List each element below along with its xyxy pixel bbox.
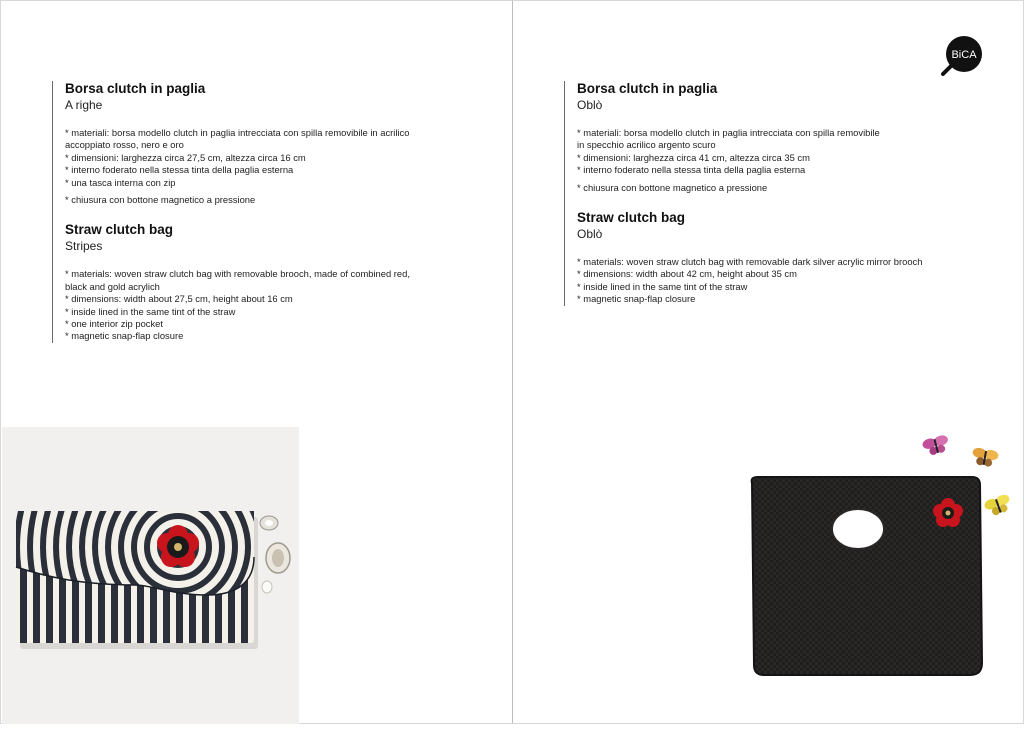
spec-line: * inside lined in the same tint of the straw	[577, 280, 748, 292]
shells-decoration	[260, 516, 290, 593]
product-subtitle-en: Oblò	[577, 227, 603, 242]
product-description-stripes	[52, 81, 465, 343]
black-oblo-bag-photo	[740, 425, 1024, 723]
specs-en	[577, 256, 977, 306]
left-page	[0, 0, 512, 724]
black-bag-illustration	[740, 425, 1024, 723]
spec-line: * inside lined in the same tint of the straw	[65, 305, 236, 317]
striped-clutch-illustration	[2, 427, 299, 724]
product-title-en: Straw clutch bag	[65, 222, 174, 238]
specs-en	[65, 268, 465, 342]
spec-line: * interno foderato nella stessa tinta della paglia esterna	[577, 164, 806, 176]
product-subtitle-it: Oblò	[577, 98, 603, 112]
english-section	[577, 210, 977, 306]
spec-line: * dimensions: width about 42 cm, height about 35 cm	[577, 268, 797, 280]
bica-logo	[941, 35, 983, 77]
spec-line: * interno foderato nella stessa tinta della paglia esterna	[65, 164, 294, 176]
product-title-en: Straw clutch bag	[577, 210, 686, 226]
product-title-it: Borsa clutch in paglia	[577, 81, 718, 96]
butterfly-icon	[983, 493, 1013, 518]
magnifier-logo-icon	[941, 35, 983, 77]
product-subtitle-it: A righe	[65, 98, 103, 112]
spec-line: * chiusura con bottone magnetico a pressione	[577, 181, 768, 193]
product-subtitle-en: Stripes	[65, 239, 103, 254]
english-section	[65, 222, 465, 342]
spec-line: * dimensioni: larghezza circa 41 cm, altezza circa 35 cm	[577, 151, 810, 163]
specs-it	[577, 127, 977, 194]
spec-line: * magnetic snap-flap closure	[65, 330, 184, 342]
spec-line: * one interior zip pocket	[65, 318, 163, 330]
butterfly-icon	[921, 434, 951, 457]
butterfly-icon	[971, 447, 1000, 468]
spec-line: * chiusura con bottone magnetico a pressione	[65, 194, 256, 206]
spec-line: * dimensions: width about 27,5 cm, height about 16 cm	[65, 293, 293, 305]
spec-line: * una tasca interna con zip	[65, 176, 176, 188]
spec-line: * dimensioni: larghezza circa 27,5 cm, altezza circa 16 cm	[65, 151, 306, 163]
spec-line: * materiali: borsa modello clutch in paglia intrecciata con spilla removibile in acrilico accoppiato rosso, nero e oro	[65, 127, 410, 151]
spec-line: * materials: woven straw clutch bag with removable brooch, made of combined red, black and gold acrylich	[65, 268, 410, 292]
product-description-oblo	[564, 81, 977, 306]
product-title-it: Borsa clutch in paglia	[65, 81, 206, 96]
specs-it	[65, 127, 465, 206]
spec-line: * magnetic snap-flap closure	[577, 293, 696, 305]
spec-line: * materiali: borsa modello clutch in paglia intrecciata con spilla removibile in specchio acrilico argento scuro	[577, 127, 880, 151]
striped-clutch-photo	[2, 427, 299, 724]
svg-text:BiCA: BiCA	[951, 49, 977, 61]
spec-line: * materials: woven straw clutch bag with removable dark silver acrylic mirror brooch	[577, 256, 923, 268]
